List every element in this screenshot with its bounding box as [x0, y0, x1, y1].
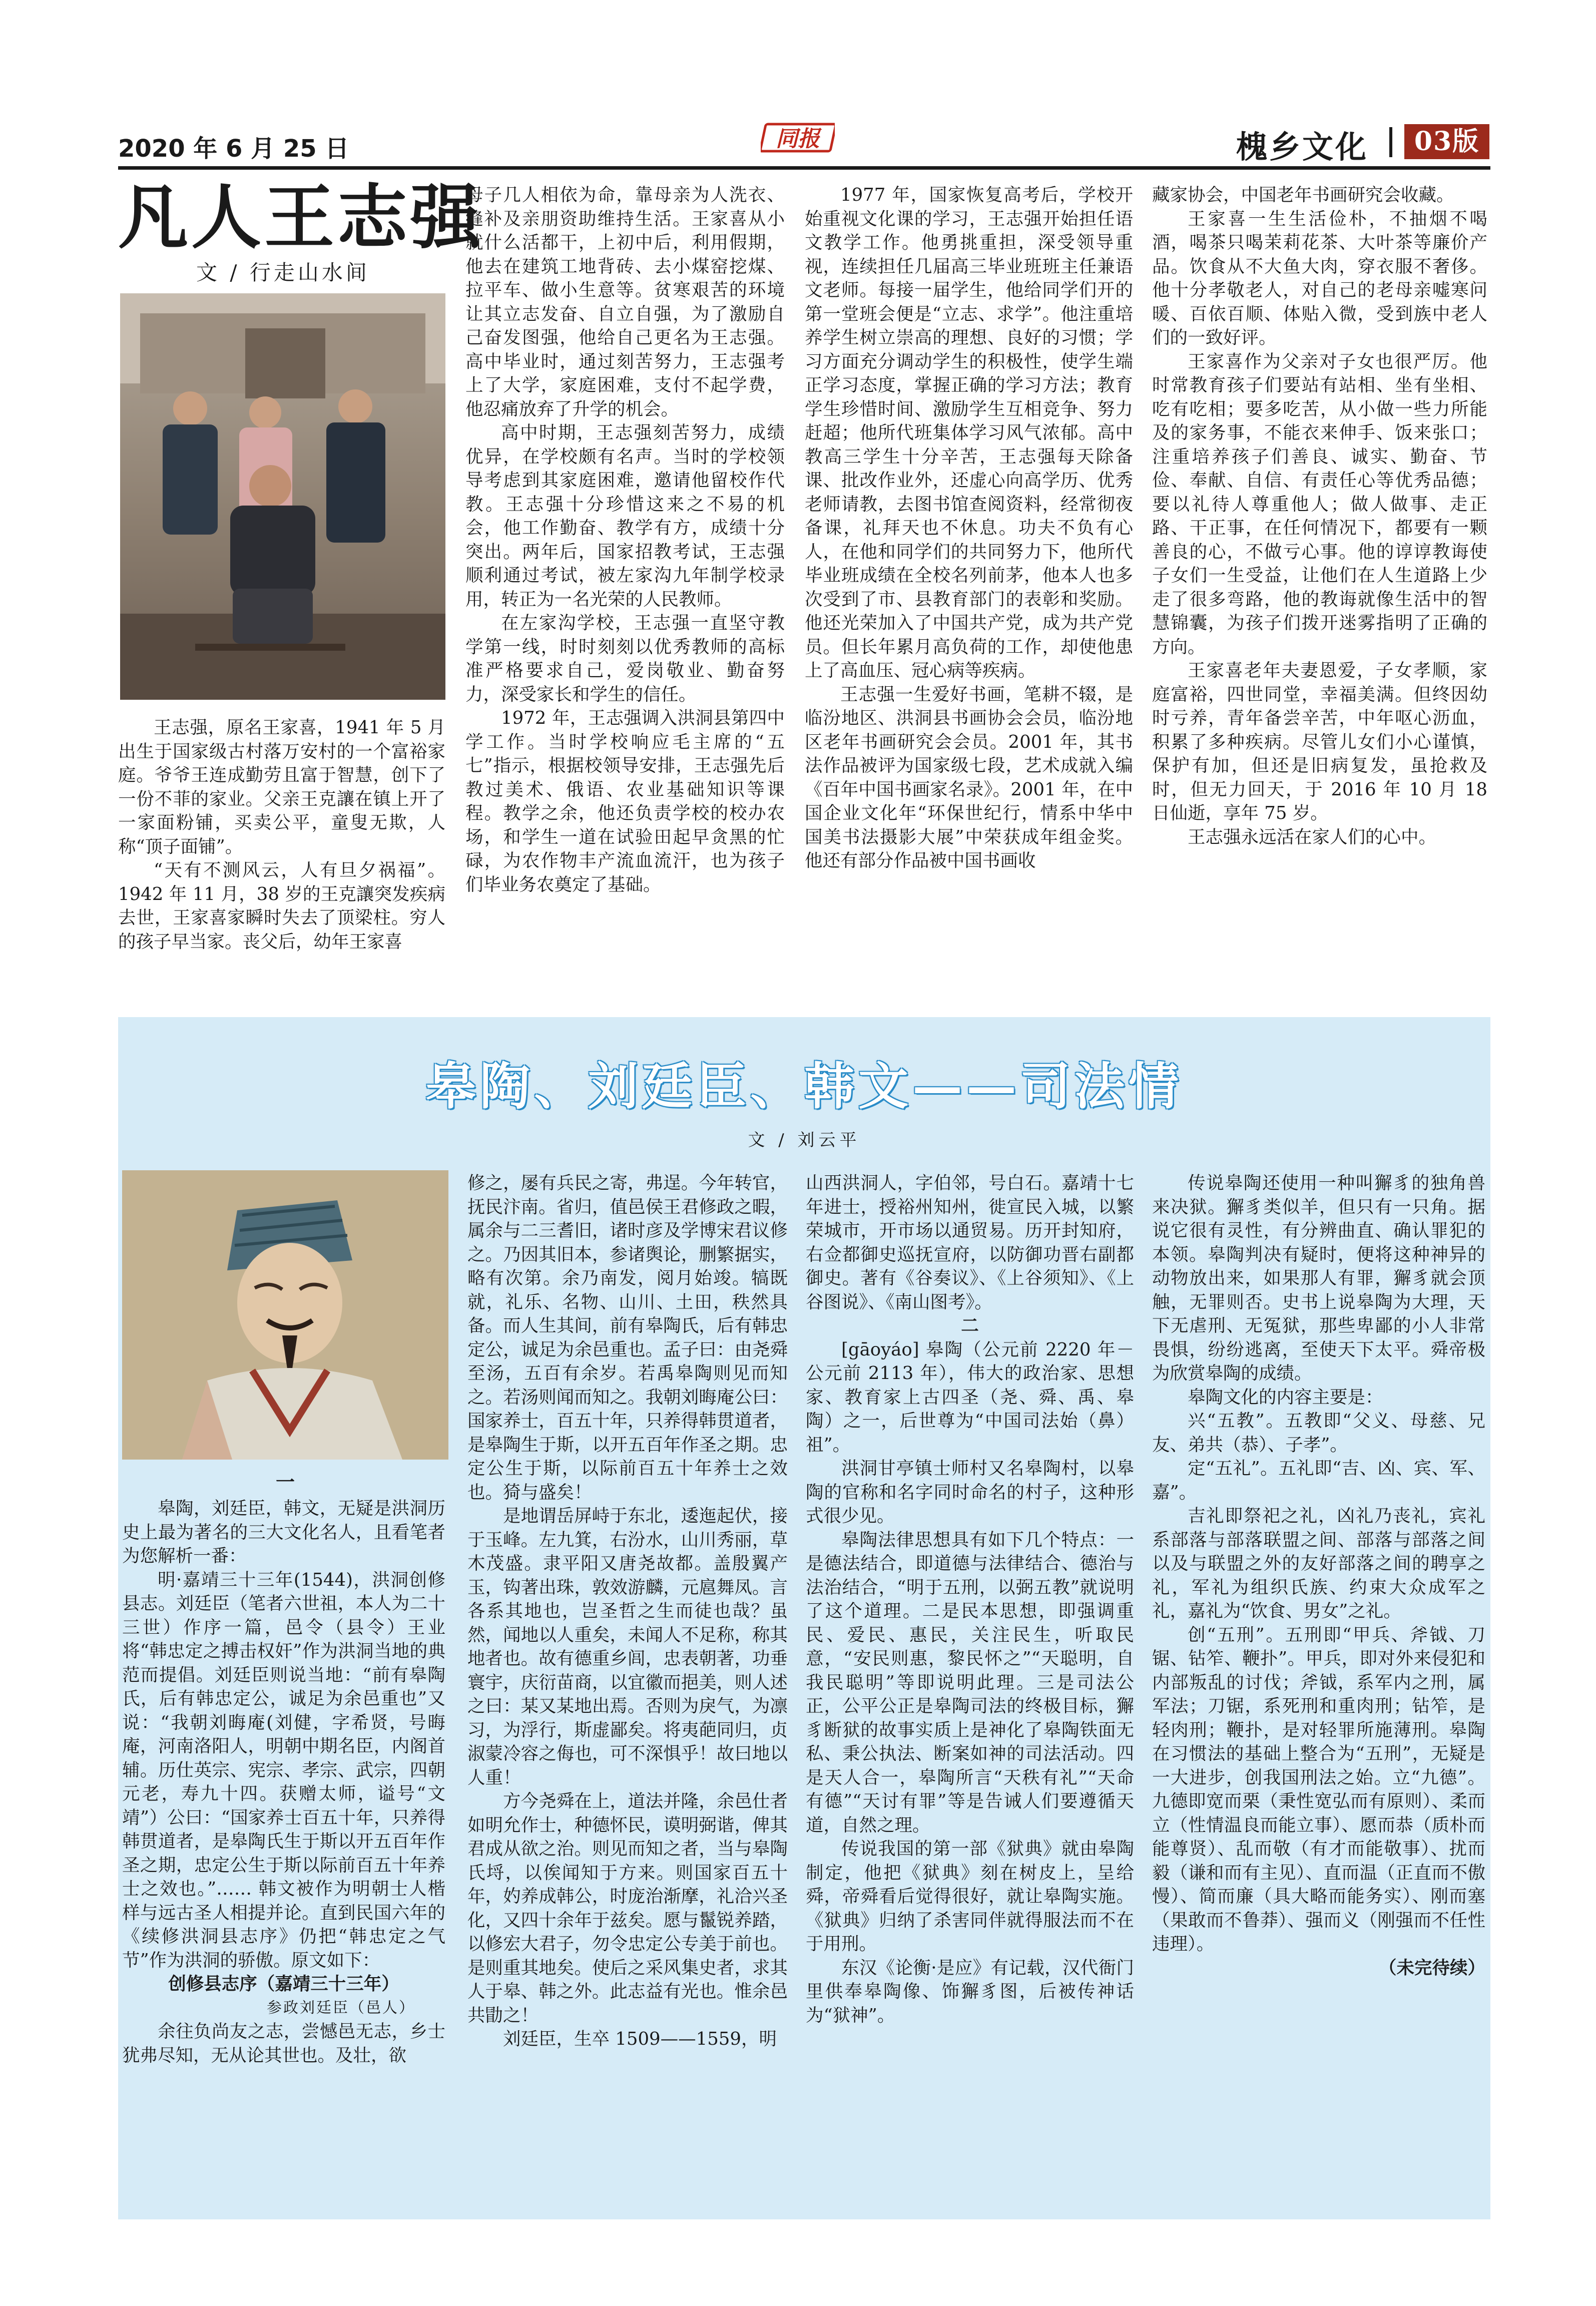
issue-date: 2020 年 6 月 25 日 [118, 135, 349, 163]
paragraph: 吉礼即祭祀之礼，凶礼乃丧礼，宾礼系部落与部落联盟之间、部落与部落之间以及与联盟之外的友好部落之间的聘享之礼，军礼为组织氏族、约束大众成军之礼，嘉礼为“饮食、男女”之礼。 [1152, 1506, 1485, 1621]
paragraph: 东汉《论衡·是应》有记载，汉代衙门里供奉皋陶像、饰獬豸图，后被传神话为“狱神”。 [806, 1957, 1134, 2026]
section-number: 一 [275, 1471, 295, 1493]
paragraph: 高中时期，王志强刻苦努力，成绩优异，在学校颇有名声。当时的学校领导考虑到其家庭困难，邀请他留校作代教。王志强十分珍惜这来之不易的机会，他工作勤奋、教学有方，成绩十分突出。两年后，国家招教考试，王志强顺利通过考试，被左家沟九年制学校录用，转正为一名光荣的人民教师。 [465, 422, 785, 610]
paragraph: “天有不测风云，人有旦夕祸福”。1942 年 11 月，38 岁的王克讓突发疾病去世，王家喜家瞬时失去了顶梁柱。穷人的孩子早当家。丧父后，幼年王家喜 [118, 860, 445, 952]
paragraph: 皋陶法律思想具有如下几个特点：一是德法结合，即道德与法律结合、德治与法治结合，“明于五刑，以弼五教”就说明了这个道理。二是民本思想，即强调重民、爱民、惠民，关注民生，听取民意，“安民则惠，黎民怀之”“天聪明，自我民聪明”等即说明此理。三是司法公正，公平公正是皋陶司法的终极目标，獬豸断狱的故事实质上是神化了皋陶铁面无私、秉公执法、断案如神的司法活动。四是天人合一，皋陶所言“天秩有礼”“天命有德”“天讨有罪”等是告诫人们要遵循天道，自然之理。 [806, 1529, 1134, 1835]
paragraph: 山西洪洞人，字伯邻，号白石。嘉靖十七年进士，授裕州知州，徙宣民入城，以繁荣城市，开市场以通贸易。历开封知府，右佥都御史巡抚宣府，以防御功晋右副都御史。著有《谷奏议》、《上谷须知》、《上谷图说》、《南山图考》。 [806, 1173, 1134, 1312]
paragraph: 母子几人相依为命，靠母亲为人洗衣、缝补及亲朋资助维持生活。王家喜从小就什么活都干，上初中后，利用假期，他去在建筑工地背砖、去小煤窑挖煤、拉平车、做小生意等。贫寒艰苦的环境让其立志发奋、自立自强，为了激励自己奋发图强，他给自己更名为王志强。高中毕业时，通过刻苦努力，王志强考上了大学，家庭困难，支付不起学费，他忍痛放弃了升学的机会。 [465, 185, 785, 419]
article2-column-1 [122, 1497, 445, 2067]
paragraph: 兴“五教”。五教即“父义、母慈、兄友、弟共（恭）、子孝”。 [1152, 1411, 1485, 1455]
family-photo-icon [120, 293, 445, 700]
article1-column-1 [118, 716, 445, 954]
paragraph: 在左家沟学校，王志强一直坚守教学第一线，时时刻刻以优秀教师的高标准严格要求自己，爱岗敬业、勤奋努力，深受家长和学生的信任。 [465, 613, 785, 705]
author-line: 参政刘廷臣（邑人） [267, 1999, 415, 2017]
paragraph: [gāoyáo] 皋陶（公元前 2220 年－公元前 2113 年），伟大的政治家、思想家、教育家上古四圣（尧、舜、禹、皋陶）之一，后世尊为“中国司法始（鼻）祖”。 [806, 1339, 1134, 1455]
article1-column-2 [465, 183, 785, 896]
paragraph: 传说我国的第一部《狱典》就由皋陶制定，他把《狱典》刻在树皮上，呈给舜，帝舜看后觉得很好，就让皋陶实施。《狱典》归纳了杀害同伴就得服法而不在于用刑。 [806, 1838, 1134, 1954]
header-rule [118, 166, 1490, 170]
subheading: 二 [961, 1315, 979, 1336]
article-byline: 文 / 行走山水间 [196, 260, 370, 285]
paragraph: 洪洞甘亭镇士师村又名皋陶村，以皋陶的官称和名字同时命名的村子，这种形式很少见。 [806, 1458, 1134, 1526]
paragraph: 藏家协会，中国老年书画研究会收藏。 [1152, 185, 1454, 205]
article2-byline: 文 / 刘云平 [748, 1130, 861, 1150]
paragraph: 王志强一生爱好书画，笔耕不辍，是临汾地区、洪洞县书画协会会员，临汾地区老年书画研究会会员。2001 年，其书法作品被评为国家级七段，艺术成就入编《百年中国书画家名录》。2001 年，在中国企业文化年“环保世纪行，情系中华中国美书法摄影大展”中荣获成年组金奖。他还有部分作品被中国书画收 [805, 684, 1133, 871]
article2-column-3 [806, 1171, 1134, 2027]
paragraph: 皋陶，刘廷臣，韩文，无疑是洪洞历史上最为著名的三大文化名人，且看笔者为您解析一番： [122, 1498, 445, 1566]
paragraph: 方今尧舜在上，道法并隆，余邑仕者如明允作士，种德怀民，谟明弼谐，俾其君成从欲之治。则见而知之者，当与皋陶氏埒，以俟闻知于方来。则国家百五十年，妁养成韩公，时庞治渐摩，礼洽兴圣化，又四十余年于兹矣。愿与鬣锐养踏，以修宏大君子，勿令忠定公专美于前也。是则重其地矣。使后之采风集史者，求其人于皋、韩之外。此志益有光也。惟余邑共勖之！ [467, 1791, 788, 2026]
paragraph: 余往负尚友之志，尝憾邑无志，乡士犹弗尽知，无从论其世也。及壮，欲 [122, 2021, 445, 2066]
header-separator [1389, 127, 1392, 157]
section-name: 槐乡文化 [1236, 129, 1369, 165]
svg-text:同报: 同报 [776, 126, 820, 152]
paragraph: 王志强，原名王家喜，1941 年 5 月出生于国家级古村落万安村的一个富裕家庭。爷爷王连成勤劳且富于智慧，创下了一份不菲的家业。父亲王克讓在镇上开了一家面粉铺，买卖公平，童叟无欺，人称“顶子面铺”。 [118, 717, 445, 857]
paragraph: 王家喜作为父亲对子女也很严厉。他时常教育孩子们要站有站相、坐有坐相、吃有吃相；要多吃苦，从小做一些力所能及的家务事，不能衣来伸手、饭来张口；注重培养孩子们善良、诚实、勤奋、节俭、奉献、自信、有责任心等优秀品德；要以礼待人尊重他人；做人做事、走正路、干正事，在任何情况下，都要有一颗善良的心，不做亏心事。他的谆谆教诲使子女们一生受益，让他们在人生道路上少走了很多弯路，他的教诲就像生活中的智慧锦囊，为孩子们拨开迷雾指明了正确的方向。 [1152, 351, 1487, 657]
article-title: 凡人王志强 [118, 177, 484, 259]
paragraph: 明·嘉靖三十三年(1544)，洪洞创修县志。刘廷臣（笔者六世祖，本人为二十三世）作序一篇，邑令（县令）王业将“韩忠定之搏击权奸”作为洪洞当地的典范而提倡。刘廷臣则说当地：“前有皋陶氏，后有韩忠定公，诚足为余邑重也”又说：“我朝刘晦庵(刘健，字希贤，号晦庵，河南洛阳人，明朝中期名臣，内阁首辅。历仕英宗、宪宗、孝宗、武宗，四朝元老，寿九十四。获赠太师，谥号“文靖”）公曰：“国家养士百五十年，只养得韩贯道者，是皋陶氏生于斯以开五百年作圣之期，忠定公生于斯以际前百五十年养士之效也。”…… 韩文被作为明朝士人楷样与远古圣人相提并论。直到民国六年的《续修洪洞县志序》仍把“韩忠定之气节”作为洪洞的骄傲。原文如下： [122, 1569, 445, 1971]
article2-column-4 [1152, 1171, 1485, 1980]
newspaper-logo-icon [761, 120, 835, 155]
article2-column-2 [467, 1171, 788, 2051]
paragraph: 1977 年，国家恢复高考后，学校开始重视文化课的学习，王志强开始担任语文教学工作。他勇挑重担，深受领导重视，连续担任几届高三毕业班班主任兼语文老师。每接一届学生，他给同学们开的第一堂班会便是“立志、求学”。他注重培养学生树立崇高的理想、良好的习惯；学习方面充分调动学生的积极性，使学生端正学习态度，掌握正确的学习方法；教育学生珍惜时间、激励学生互相竞争、努力赶超；他所代班集体学习风气浓郁。高中教高三学生十分辛苦，王志强每天除备课、批改作业外，还虚心向高学历、优秀老师请教，去图书馆查阅资料，经常彻夜备课，礼拜天也不休息。功夫不负有心人，在他和同学们的共同努力下，他所代毕业班成绩在全校名列前茅，他本人也多次受到了市、县教育部门的表彰和奖励。他还光荣加入了中国共产党，成为共产党员。但长年累月高负荷的工作，却使他患上了高血压、冠心病等疾病。 [805, 185, 1133, 681]
paragraph: 修之，屡有兵民之寄，弗逞。今年转官，抚民汴南。省归，值邑侯王君修政之暇，属余与二三耆旧，诸时彦及学博宋君议修之。乃因其旧本，参诸舆论，删繁据实，略有次第。余乃南发，阅月始竣。犒既就，礼乐、名物、山川、土田，秩然具备。而人生其间，前有皋陶氏，后有韩忠定公，诚足为余邑重也。孟子曰：由尧舜至汤，五百有余岁。若禹皋陶则见而知之。若汤则闻而知之。我朝刘晦庵公曰：国家养士，百五十年，只养得韩贯道者，是皋陶生于斯，以开五百年作圣之期。忠定公生于斯，以际前百五十年养士之效也。猗与盛矣！ [467, 1173, 788, 1503]
paragraph: 王家喜一生生活俭朴，不抽烟不喝酒，喝茶只喝茉莉花茶、大叶茶等廉价产品。饮食从不大鱼大肉，穿衣服不奢侈。他十分孝敬老人，对自己的老母亲嘘寒问暖、百依百顺、体贴入微，受到族中老人们的一致好评。 [1152, 208, 1487, 348]
ancient-scholar-portrait-icon [122, 1170, 448, 1460]
paragraph: 1972 年，王志强调入洪洞县第四中学工作。当时学校响应毛主席的“五七”指示，根据校领导安排，王志强先后教过美术、俄语、农业基础知识等课程。教学之余，他还负责学校的校办农场，和学生一道在试验田起早贪黑的忙碌，为农作物丰产流血流汗，也为孩子们毕业务农奠定了基础。 [465, 708, 785, 895]
article1-column-4 [1152, 183, 1487, 849]
article1-column-3 [805, 183, 1133, 873]
article2-title: 皋陶、刘廷臣、韩文——司法情 [426, 1057, 1183, 1116]
paragraph: 创“五刑”。五刑即“甲兵、斧钺、刀锯、钻笮、鞭扑”。甲兵，即对外来侵犯和内部叛乱的讨伐；斧钺，系军内之刑，属军法；刀锯，系死刑和重肉刑；钻笮，是轻肉刑；鞭扑，是对轻罪所施薄刑。皋陶在习惯法的基础上整合为“五刑”，无疑是一大进步，创我国刑法之始。立“九德”。九德即宽而栗（秉性宽弘而有原则）、柔而立（性情温良而能立事）、愿而恭（质朴而能尊贤）、乱而敬（有才而能敬事）、扰而毅（谦和而有主见）、直而温（正直而不傲慢）、简而廉（具大略而能务实）、刚而塞（果敢而不鲁莽）、强而义（刚强而不任性违理）。 [1152, 1624, 1485, 1954]
paragraph: 王志强永远活在家人们的心中。 [1188, 826, 1437, 847]
continued-note: （未完待续） [1378, 1957, 1485, 1978]
page-badge: 03版 [1404, 124, 1489, 159]
subheading: 创修县志序（嘉靖三十三年） [168, 1974, 399, 1994]
paragraph: 定“五礼”。五礼即“吉、凶、宾、军、嘉”。 [1152, 1458, 1485, 1503]
paragraph: 传说皋陶还使用一种叫獬豸的独角兽来决狱。獬豸类似羊，但只有一只角。据说它很有灵性，有分辨曲直、确认罪犯的本领。皋陶判决有疑时，便将这种神异的动物放出来，如果那人有罪，獬豸就会顶触，无罪则否。史书上说皋陶为大理，天下无虐刑、无冤狱，那些卑鄙的小人非常畏惧，纷纷逃离，至使天下太平。舜帝极为欣赏皋陶的成绩。 [1152, 1173, 1485, 1383]
paragraph: 王家喜老年夫妻恩爱，子女孝顺，家庭富裕，四世同堂，幸福美满。但终因幼时亏养，青年备尝辛苦，中年呕心沥血，积累了多种疾病。尽管儿女们小心谨慎，保护有加，但还是旧病复发，虽抢救及时，但无力回天，于 2016 年 10 月 18 日仙逝，享年 75 岁。 [1152, 660, 1487, 823]
paragraph: 刘廷臣，生卒 1509——1559，明 [503, 2029, 777, 2049]
paragraph: 是地谓岳屏峙于东北，逶迤起伏，接于玉峰。左九箕，右汾水，山川秀丽，草木茂盛。隶平阳又唐尧故都。盖殷翼产玉，钩著出珠，敦效游麟，元扈舞凤。言各系其地也，岂圣哲之生而徒也哉？虽然，闻地以人重矣，未闻人不足称，称其地者也。故有德重乡闾，忠表朝著，功垂寰宇，庆衍苗商，以宜徽而挹美，则人述之曰：某又某地出焉。否则为戾气，为凛习，为浮行，斯虚鄙矣。将夷葩同归，贞淑蒙冷容之侮也，可不深惧乎！故曰地以人重！ [467, 1506, 788, 1788]
paragraph: 皋陶文化的内容主要是： [1188, 1387, 1383, 1408]
